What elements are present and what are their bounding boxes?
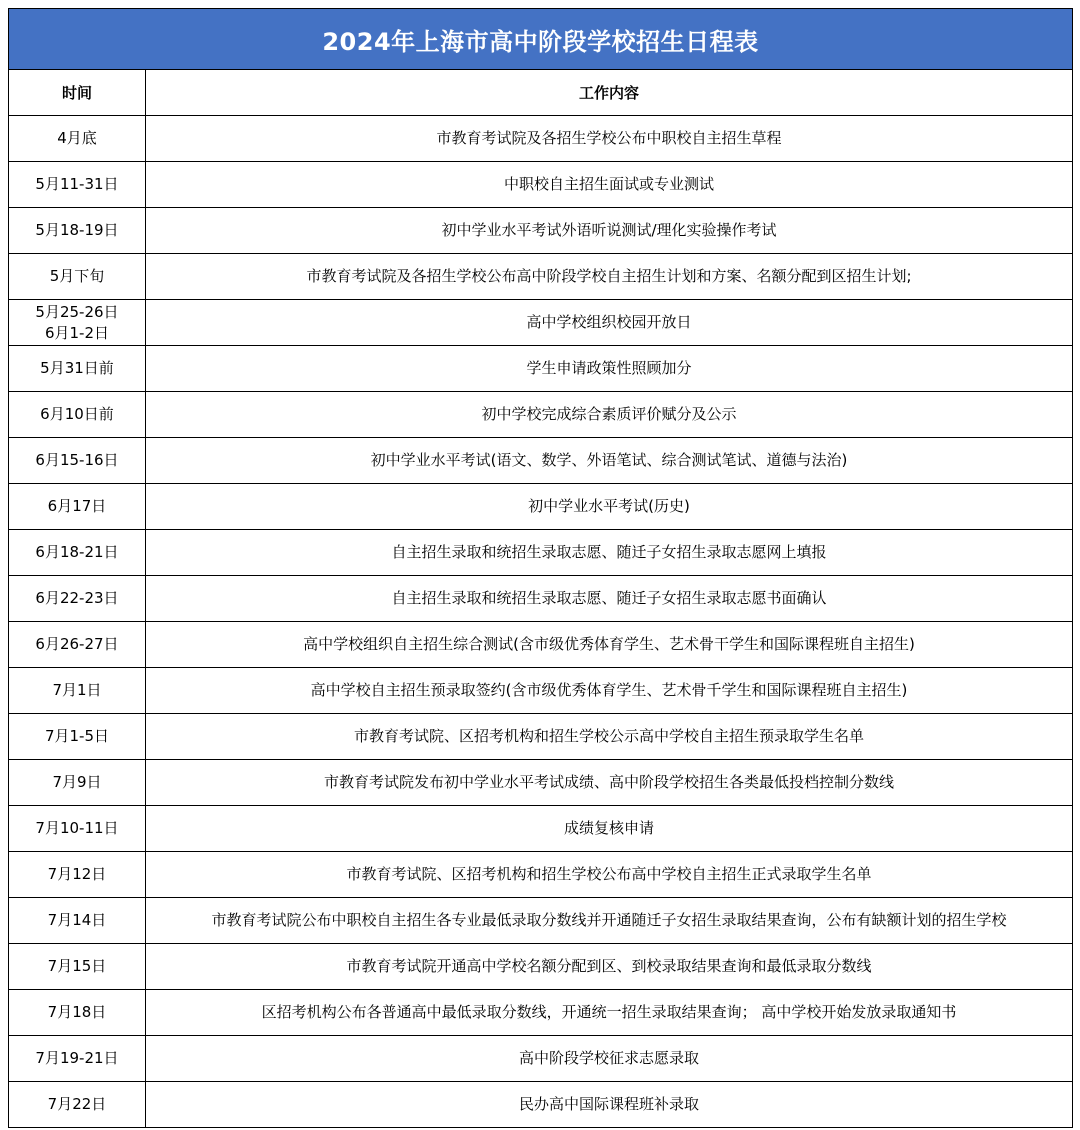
table-row — [9, 852, 1073, 898]
table-title: 2024年上海市高中阶段学校招生日程表 — [9, 9, 1073, 70]
row-time-line: 6月15-16日 — [35, 451, 119, 469]
row-content: 市教育考试院及各招生学校公布中职校自主招生草程 — [146, 116, 1073, 162]
header-content: 工作内容 — [146, 70, 1073, 116]
row-content: 区招考机构公布各普通高中最低录取分数线，开通统一招生录取结果查询； 高中学校开始发放录取通知书 — [146, 990, 1073, 1036]
row-time-line: 7月1日 — [52, 681, 102, 699]
row-content: 初中学业水平考试(历史) — [146, 484, 1073, 530]
table-row — [9, 484, 1073, 530]
row-time-line: 5月25-26日 — [35, 302, 119, 321]
row-time-line: 7月9日 — [52, 773, 102, 791]
row-time-line: 7月10-11日 — [35, 819, 119, 837]
table-row — [9, 1036, 1073, 1082]
row-time-line: 7月18日 — [47, 1003, 107, 1021]
table-row — [9, 576, 1073, 622]
row-time-line: 7月22日 — [47, 1095, 107, 1113]
row-content: 高中阶段学校征求志愿录取 — [146, 1036, 1073, 1082]
row-content: 市教育考试院公布中职校自主招生各专业最低录取分数线并开通随迁子女招生录取结果查询，公布有缺额计划的招生学校 — [146, 898, 1073, 944]
table-row — [9, 392, 1073, 438]
row-content: 初中学业水平考试外语听说测试/理化实验操作考试 — [146, 208, 1073, 254]
row-time-line: 6月26-27日 — [35, 635, 119, 653]
table-row — [9, 208, 1073, 254]
table-row — [9, 668, 1073, 714]
row-time — [9, 484, 146, 530]
schedule-rows — [9, 116, 1073, 1128]
row-content: 成绩复核申请 — [146, 806, 1073, 852]
table-row — [9, 944, 1073, 990]
row-time — [9, 392, 146, 438]
row-content: 市教育考试院及各招生学校公布高中阶段学校自主招生计划和方案、名额分配到区招生计划; — [146, 254, 1073, 300]
schedule-table — [8, 8, 1073, 1128]
row-time — [9, 346, 146, 392]
row-time — [9, 622, 146, 668]
row-time-line: 4月底 — [57, 129, 97, 147]
row-content: 市教育考试院、区招考机构和招生学校公布高中学校自主招生正式录取学生名单 — [146, 852, 1073, 898]
row-time — [9, 806, 146, 852]
row-content: 学生申请政策性照顾加分 — [146, 346, 1073, 392]
row-time — [9, 668, 146, 714]
row-time — [9, 852, 146, 898]
table-row — [9, 990, 1073, 1036]
row-content: 市教育考试院、区招考机构和招生学校公示高中学校自主招生预录取学生名单 — [146, 714, 1073, 760]
row-time — [9, 162, 146, 208]
row-content: 高中学校自主招生预录取签约(含市级优秀体育学生、艺术骨千学生和国际课程班自主招生) — [146, 668, 1073, 714]
table-row — [9, 438, 1073, 484]
row-content: 初中学业水平考试(语文、数学、外语笔试、综合测试笔试、道德与法治) — [146, 438, 1073, 484]
table-row — [9, 530, 1073, 576]
row-time — [9, 714, 146, 760]
row-time — [9, 576, 146, 622]
row-time-line: 6月22-23日 — [35, 589, 119, 607]
row-time-line: 5月下旬 — [49, 267, 105, 285]
row-time — [9, 208, 146, 254]
row-content: 高中学校组织自主招生综合测试(含市级优秀体育学生、艺术骨干学生和国际课程班自主招生) — [146, 622, 1073, 668]
row-time-line: 5月11-31日 — [35, 175, 119, 193]
row-time — [9, 530, 146, 576]
row-time-line: 7月12日 — [47, 865, 107, 883]
table-row — [9, 162, 1073, 208]
table-row — [9, 714, 1073, 760]
row-content: 民办高中国际课程班补录取 — [146, 1082, 1073, 1128]
row-time-line: 6月18-21日 — [35, 543, 119, 561]
row-time — [9, 438, 146, 484]
table-row — [9, 898, 1073, 944]
row-time — [9, 1082, 146, 1128]
row-time-line: 7月1-5日 — [44, 727, 110, 745]
table-row — [9, 300, 1073, 346]
table-row — [9, 116, 1073, 162]
header-row — [9, 70, 1073, 116]
row-content: 市教育考试院发布初中学业水平考试成绩、高中阶段学校招生各类最低投档控制分数线 — [146, 760, 1073, 806]
row-time — [9, 254, 146, 300]
row-content: 初中学校完成综合素质评价赋分及公示 — [146, 392, 1073, 438]
table-row — [9, 760, 1073, 806]
title-row — [9, 9, 1073, 70]
row-content: 自主招生录取和统招生录取志愿、随迁子女招生录取志愿书面确认 — [146, 576, 1073, 622]
table-row — [9, 622, 1073, 668]
row-content: 市教育考试院开通高中学校名额分配到区、到校录取结果查询和最低录取分数线 — [146, 944, 1073, 990]
table-row — [9, 254, 1073, 300]
table-row — [9, 1082, 1073, 1128]
row-time — [9, 116, 146, 162]
row-content: 高中学校组织校园开放日 — [146, 300, 1073, 346]
row-time-line: 5月18-19日 — [35, 221, 119, 239]
row-time — [9, 990, 146, 1036]
row-time-line: 6月10日前 — [40, 405, 114, 423]
row-time — [9, 944, 146, 990]
row-time — [9, 1036, 146, 1082]
table-row — [9, 806, 1073, 852]
table-row — [9, 346, 1073, 392]
row-time-line: 5月31日前 — [40, 359, 114, 377]
row-content: 中职校自主招生面试或专业测试 — [146, 162, 1073, 208]
row-time — [9, 898, 146, 944]
row-time-line: 7月19-21日 — [35, 1049, 119, 1067]
row-content: 自主招生录取和统招生录取志愿、随迁子女招生录取志愿网上填报 — [146, 530, 1073, 576]
row-time-line: 6月1-2日 — [44, 323, 110, 342]
row-time — [9, 300, 146, 346]
row-time-line: 7月14日 — [47, 911, 107, 929]
row-time-line: 7月15日 — [47, 957, 107, 975]
header-time: 时间 — [9, 70, 146, 116]
row-time — [9, 760, 146, 806]
row-time-line: 6月17日 — [47, 497, 107, 515]
